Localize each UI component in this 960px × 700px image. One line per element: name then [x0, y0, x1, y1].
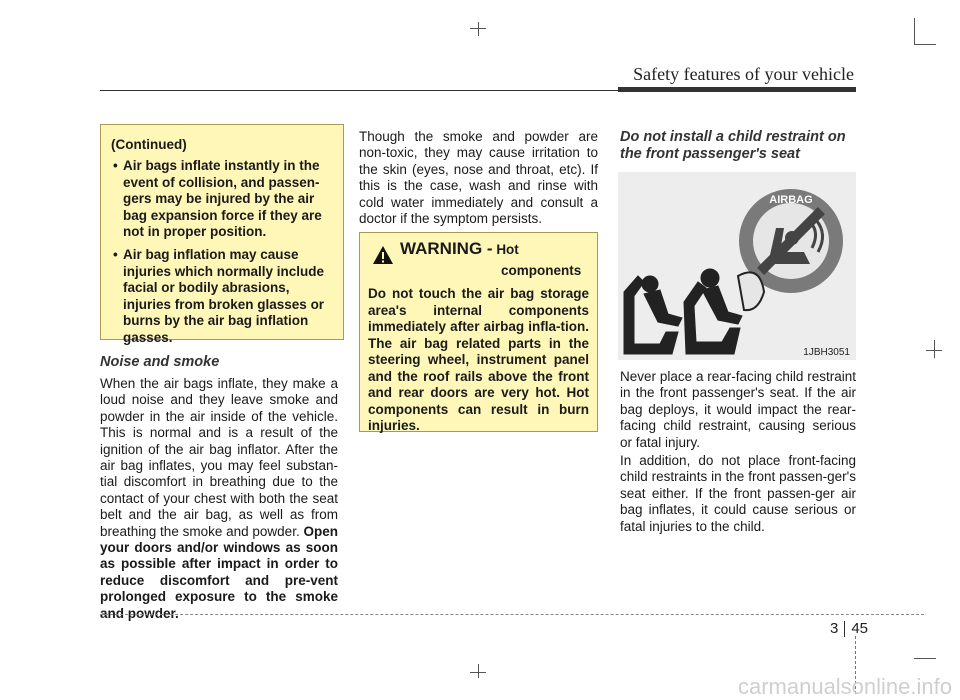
illustration-svg: [618, 172, 856, 360]
crop-mark: [914, 44, 936, 45]
child-restraint-heading-line1: Do not install a child restraint on: [620, 129, 846, 145]
noise-smoke-bold-text: Open your doors and/or windows as soon as possible after impact in order to reduce discomfort and pre-vent prolonged exposure to the smoke and powder.: [100, 523, 338, 621]
page-number: [830, 620, 868, 637]
crop-mark: [478, 22, 479, 36]
child-restraint-heading-line2: the front passenger's seat: [620, 146, 800, 162]
crop-mark: [470, 28, 486, 29]
warning-header: [368, 241, 589, 265]
continued-caution-box: [100, 124, 344, 345]
child-restraint-para2: In addition, do not place front-facing child restraints in the front passen-ger's seat either. If the front passen-ger air bag inflates, it could cause serious or fatal injuries to the child.: [620, 453, 856, 534]
smoke-irritation-text: Though the smoke and powder are non-toxic, they may cause irritation to the skin (eyes, nose and throat, etc). If this is the case, wash and rinse with cold water immediately and consult a doctor if the symptom persists.: [359, 129, 598, 227]
page-number-separator: [844, 621, 845, 637]
crop-mark: [914, 18, 915, 44]
noise-smoke-heading: Noise and smoke: [100, 354, 220, 370]
warning-subtitle-1: Hot: [496, 242, 519, 257]
warning-body: Do not touch the air bag storage area's internal components immediately after airbag infla-tion. The air bag related parts in the steering wheel, instrument panel and the roof rails above the front and rear doors are very hot. Hot components can result in burn injuries.: [368, 286, 589, 433]
caution-bullet-text: Air bag inflation may cause injuries which normally include facial or bodily abrasions, injuries from broken glasses or burns by the air bag inflation gasses.: [123, 246, 325, 345]
caution-bullet-text: Air bags inflate instantly in the event of collision, and passen-gers may be injured by the air bag expansion force if they are not in proper position.: [123, 158, 322, 240]
warning-title-wrap: [400, 241, 519, 258]
crop-mark: [914, 658, 936, 659]
airbag-child-seat-illustration: [618, 172, 856, 360]
crop-mark: [934, 340, 935, 358]
crop-mark: [926, 350, 942, 351]
footer-rule: [100, 614, 924, 615]
noise-smoke-text: When the air bags inflate, they make a loud noise and they leave smoke and powder in the air inside of the vehicle. This is normal and is a result of the ignition of the air bag inflator. After the air bag inflates, you may feel substan-tial discomfort in breathing due to the contact of your chest with both the seat belt and the air bag, as well as from breathing the smoke and powder.: [100, 376, 338, 539]
crop-mark: [470, 672, 486, 673]
child-restraint-para1: Never place a rear-facing child restraint in the front passenger's seat. If the air bag deploys, it would impact the rear-facing child restraint, causing serious or fatal injury.: [620, 369, 856, 450]
page-header-title: Safety features of your vehicle: [633, 64, 854, 84]
noise-smoke-body: [100, 376, 338, 622]
watermark-text: carmanualsonline.info: [737, 674, 952, 699]
bullet-icon: •: [113, 246, 118, 262]
crop-mark: [478, 664, 479, 678]
page-number-value: 45: [851, 620, 869, 637]
chapter-number: 3: [830, 620, 839, 637]
warning-box: [359, 232, 598, 432]
warning-title: WARNING -: [400, 239, 493, 258]
figure-code: 1JBH3051: [803, 347, 850, 358]
header-rule-accent: [618, 87, 856, 92]
caution-bullet: [111, 158, 333, 241]
warning-triangle-icon: [372, 245, 394, 265]
caution-bullet-list: [111, 158, 333, 347]
airbag-sign-label: AIRBAG: [769, 194, 813, 206]
warning-subtitle-2: components: [501, 263, 582, 278]
vehicle-seats-drawing: [624, 269, 764, 354]
bullet-icon: •: [113, 158, 118, 173]
caution-bullet: [111, 247, 333, 347]
continued-label: (Continued): [111, 137, 187, 152]
child-restraint-heading: [620, 129, 846, 163]
